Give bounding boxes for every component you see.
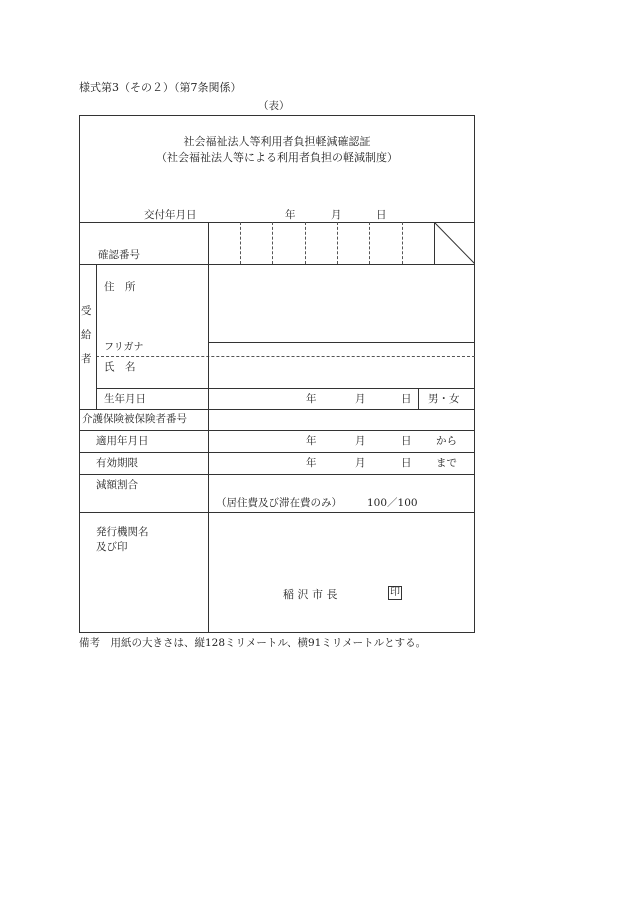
applicable-date-day: 日: [401, 435, 412, 447]
recipient-group-label-2: 給: [81, 329, 92, 341]
issue-date-year: 年: [285, 209, 296, 221]
birth-year: 年: [306, 393, 317, 405]
insured-number-label: 介護保険被保険者番号: [82, 413, 187, 425]
applicable-date-label: 適用年月日: [96, 435, 149, 447]
digit-divider: [240, 222, 241, 264]
valid-period-label: 有効期限: [96, 457, 138, 469]
applicable-date-suffix: から: [436, 435, 457, 447]
recipient-group-label-1: 受: [81, 305, 92, 317]
digit-divider: [272, 222, 273, 264]
certificate-subtitle: （社会福祉法人等による利用者負担の軽減制度）: [156, 151, 398, 164]
row-divider: [79, 222, 475, 223]
birth-month: 月: [355, 393, 366, 405]
recipient-group-label-3: 者: [81, 353, 92, 365]
applicable-date-year: 年: [306, 435, 317, 447]
reduction-ratio: 100／100: [367, 497, 418, 509]
valid-period-month: 月: [355, 457, 366, 469]
row-divider: [79, 430, 475, 431]
gender-divider: [418, 388, 419, 409]
issuer-label-line2: 及び印: [96, 541, 128, 553]
diagonal-check-box: [434, 222, 475, 264]
confirmation-number-label: 確認番号: [98, 249, 140, 261]
applicable-date-month: 月: [355, 435, 366, 447]
row-divider: [79, 409, 475, 410]
certificate-frame: [79, 115, 475, 633]
address-label: 住 所: [104, 281, 136, 293]
form-number-label: 様式第3（その２）（第7条関係）: [79, 81, 242, 94]
name-label: 氏 名: [104, 361, 136, 373]
row-divider: [79, 264, 475, 265]
column-divider: [208, 222, 209, 633]
issue-date-month: 月: [331, 209, 342, 221]
reduction-note: （居住費及び滞在費のみ）: [216, 497, 342, 509]
remarks-note: 備考 用紙の大きさは、縦128ミリメートル、横91ミリメートルとする。: [79, 637, 427, 649]
birth-day: 日: [401, 393, 412, 405]
recipient-group-divider: [96, 264, 97, 409]
issue-date-label: 交付年月日: [144, 209, 197, 221]
issuer-name: 稲 沢 市 長: [283, 588, 338, 601]
digit-divider: [402, 222, 403, 264]
front-side-label: （表）: [258, 100, 290, 112]
issue-date-day: 日: [376, 209, 387, 221]
furigana-label: フリガナ: [104, 342, 144, 353]
seal-stamp: 印: [390, 587, 400, 598]
valid-period-suffix: まで: [436, 457, 457, 469]
reduction-label: 減額割合: [96, 479, 138, 491]
issuer-label-line1: 発行機関名: [96, 526, 149, 538]
furigana-dashed-divider: [96, 356, 475, 357]
digit-divider: [305, 222, 306, 264]
digit-divider: [369, 222, 370, 264]
digit-divider: [337, 222, 338, 264]
row-divider: [79, 512, 475, 513]
certificate-title: 社会福祉法人等利用者負担軽減確認証: [183, 135, 371, 148]
valid-period-day: 日: [401, 457, 412, 469]
recipient-divider: [208, 342, 475, 343]
gender-choice: 男・女: [428, 393, 460, 405]
birth-date-label: 生年月日: [104, 393, 146, 405]
valid-period-year: 年: [306, 457, 317, 469]
row-divider: [79, 452, 475, 453]
row-divider: [79, 474, 475, 475]
